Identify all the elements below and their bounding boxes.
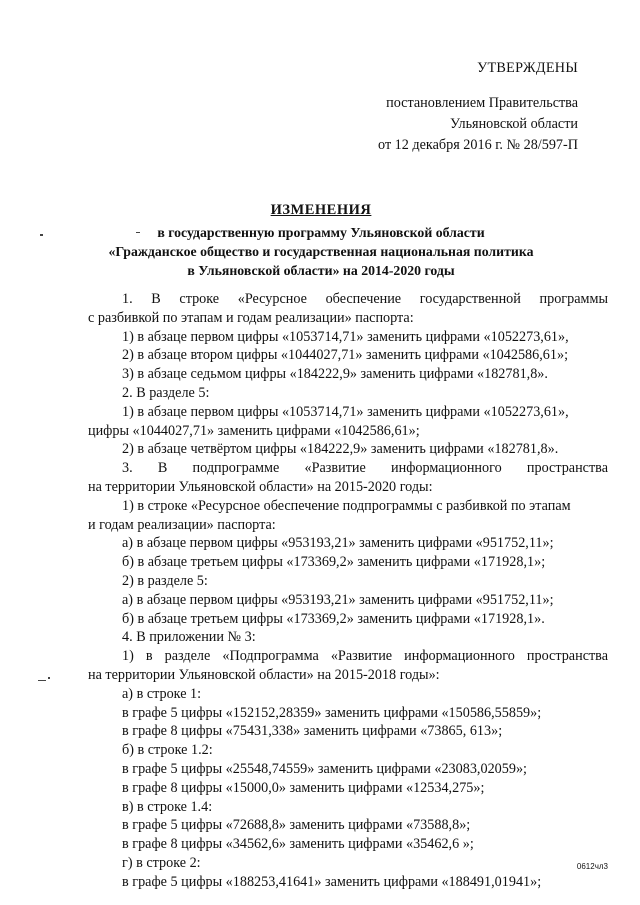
- title-line-1: в государственную программу Ульяновской области: [157, 225, 485, 240]
- document-body: [88, 290, 608, 892]
- body-line: 2) в разделе 5:: [122, 572, 208, 589]
- body-line: 2) в абзаце четвёртом цифры «184222,9» заменить цифрами «182781,8».: [122, 441, 559, 458]
- scan-speck: [48, 677, 50, 679]
- body-line: а) в строке 1:: [122, 685, 202, 702]
- body-line: на территории Ульяновской области» на 2015-2020 годы:: [88, 478, 433, 495]
- body-line: и годам реализации» паспорта:: [88, 516, 276, 533]
- body-line: в графе 5 цифры «188253,41641» заменить цифрами «188491,01941»;: [122, 873, 542, 890]
- body-line: 4. В приложении № 3:: [122, 629, 256, 646]
- body-line: 2) в абзаце втором цифры «1044027,71» заменить цифрами «1042586,61»;: [122, 347, 569, 364]
- title-line-2: «Гражданское общество и государственная национальная политика: [108, 244, 534, 259]
- footer-code: 0612чл3: [576, 862, 608, 871]
- body-line: в графе 5 цифры «152152,28359» заменить цифрами «150586,55859»;: [122, 704, 542, 721]
- body-line: с разбивкой по этапам и годам реализации» паспорта:: [88, 309, 414, 326]
- body-line: в графе 8 цифры «34562,6» заменить цифрами «35462,6 »;: [122, 836, 474, 853]
- document-title: [82, 201, 560, 280]
- scan-speck: [136, 232, 140, 233]
- body-line: в графе 8 цифры «15000,0» заменить цифрами «12534,275»;: [122, 779, 485, 796]
- body-line: на территории Ульяновской области» на 2015-2018 годы»:: [88, 666, 440, 683]
- body-line: б) в абзаце третьем цифры «173369,2» заменить цифрами «171928,1»;: [122, 554, 546, 571]
- body-line: в графе 5 цифры «72688,8» заменить цифрами «73588,8»;: [122, 817, 471, 834]
- body-line: 1. В строке «Ресурсное обеспечение государственной программы: [122, 291, 608, 307]
- approval-heading: УТВЕРЖДЕНЫ: [477, 60, 578, 76]
- approval-line-1: постановлением Правительства: [386, 95, 578, 111]
- approval-stamp: [318, 58, 578, 156]
- body-line: 2. В разделе 5:: [122, 384, 210, 401]
- title-line-3: в Ульяновской области» на 2014-2020 годы: [187, 263, 455, 278]
- scan-speck: [40, 234, 43, 236]
- approval-line-3: от 12 декабря 2016 г. № 28/597-П: [378, 137, 578, 153]
- body-line: в графе 8 цифры «75431,338» заменить цифрами «73865, 613»;: [122, 723, 503, 740]
- body-line: г) в строке 2:: [122, 854, 201, 871]
- body-line: 3) в абзаце седьмом цифры «184222,9» заменить цифрами «182781,8».: [122, 366, 548, 383]
- body-line: 1) в абзаце первом цифры «1053714,71» заменить цифрами «1052273,61»,: [122, 403, 569, 420]
- body-line: б) в строке 1.2:: [122, 742, 213, 759]
- body-line: в графе 5 цифры «25548,74559» заменить цифрами «23083,02059»;: [122, 760, 527, 777]
- body-line: 3. В подпрограмме «Развитие информационного пространства: [122, 460, 608, 477]
- body-line: цифры «1044027,71» заменить цифрами «1042586,61»;: [88, 422, 420, 439]
- body-line: в) в строке 1.4:: [122, 798, 213, 815]
- approval-line-2: Ульяновской области: [450, 116, 578, 132]
- body-line: а) в абзаце первом цифры «953193,21» заменить цифрами «951752,11»;: [122, 535, 554, 552]
- body-line: а) в абзаце первом цифры «953193,21» заменить цифрами «951752,11»;: [122, 591, 554, 608]
- title-heading: ИЗМЕНЕНИЯ: [270, 202, 372, 218]
- body-line: 1) в разделе «Подпрограмма «Развитие информационного пространства: [122, 648, 608, 665]
- body-line: б) в абзаце третьем цифры «173369,2» заменить цифрами «171928,1».: [122, 610, 545, 627]
- body-line: 1) в абзаце первом цифры «1053714,71» заменить цифрами «1052273,61»,: [122, 328, 569, 345]
- scan-speck: [38, 680, 46, 681]
- body-line: 1) в строке «Ресурсное обеспечение подпрограммы с разбивкой по этапам: [122, 497, 571, 514]
